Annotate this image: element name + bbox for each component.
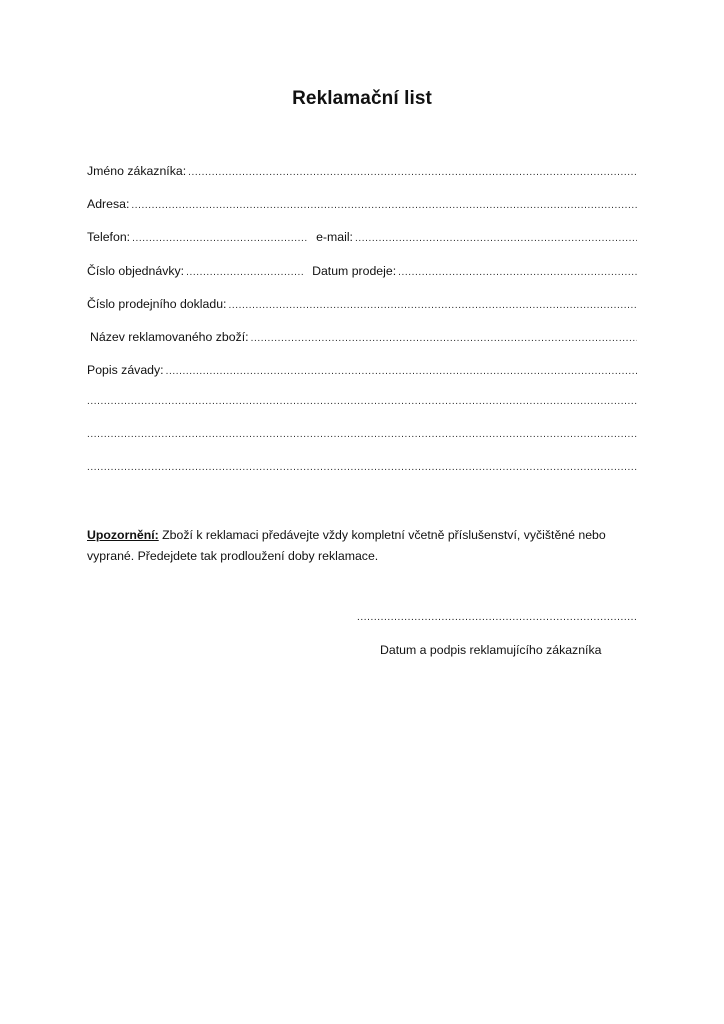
product-name-field[interactable] [90, 330, 637, 350]
customer-name-field[interactable] [87, 164, 637, 184]
receipt-number-label: Číslo prodejního dokladu: [87, 297, 227, 311]
customer-name-dotted-line[interactable] [188, 167, 637, 178]
defect-extra-dotted-line[interactable] [87, 462, 637, 473]
order-date-field[interactable] [87, 264, 637, 284]
sale-date-dotted-line[interactable] [398, 267, 637, 278]
page-title: Reklamační list [292, 88, 432, 109]
address-label: Adresa: [87, 197, 130, 211]
receipt-number-field[interactable] [87, 297, 637, 317]
defect-description-dotted-line[interactable] [166, 366, 637, 377]
phone-label: Telefon: [87, 230, 131, 244]
address-dotted-line[interactable] [131, 200, 637, 211]
defect-description-label: Popis závady: [87, 363, 164, 377]
order-number-dotted-line[interactable] [186, 267, 304, 278]
sale-date-label: Datum prodeje: [312, 264, 397, 278]
signature-caption: Datum a podpis reklamujícího zákazníka [380, 643, 602, 657]
defect-extra-dotted-line[interactable] [87, 429, 637, 440]
email-dotted-line[interactable] [355, 233, 637, 244]
notice-text: Zboží k reklamaci předávejte vždy kompletní včetně příslušenství, vyčištěné nebo vyprané. Předejdete tak prodloužení doby reklamace. [87, 528, 606, 563]
signature-dotted-line[interactable] [357, 612, 637, 628]
product-name-label: Název reklamovaného zboží: [90, 330, 249, 344]
notice-paragraph [87, 525, 627, 567]
notice-label: Upozornění: [87, 528, 159, 542]
defect-description-line-3[interactable] [87, 429, 637, 449]
defect-extra-dotted-line[interactable] [87, 396, 637, 407]
address-field[interactable] [87, 197, 637, 217]
customer-name-label: Jméno zákazníka: [87, 164, 187, 178]
order-number-label: Číslo objednávky: [87, 264, 185, 278]
product-name-dotted-line[interactable] [251, 333, 637, 344]
receipt-number-dotted-line[interactable] [228, 300, 637, 311]
defect-description-line-4[interactable] [87, 462, 637, 482]
defect-description-field[interactable] [87, 363, 637, 383]
defect-description-line-2[interactable] [87, 396, 637, 416]
phone-email-field[interactable] [87, 230, 637, 250]
phone-dotted-line[interactable] [132, 233, 308, 244]
email-label: e-mail: [316, 230, 353, 244]
